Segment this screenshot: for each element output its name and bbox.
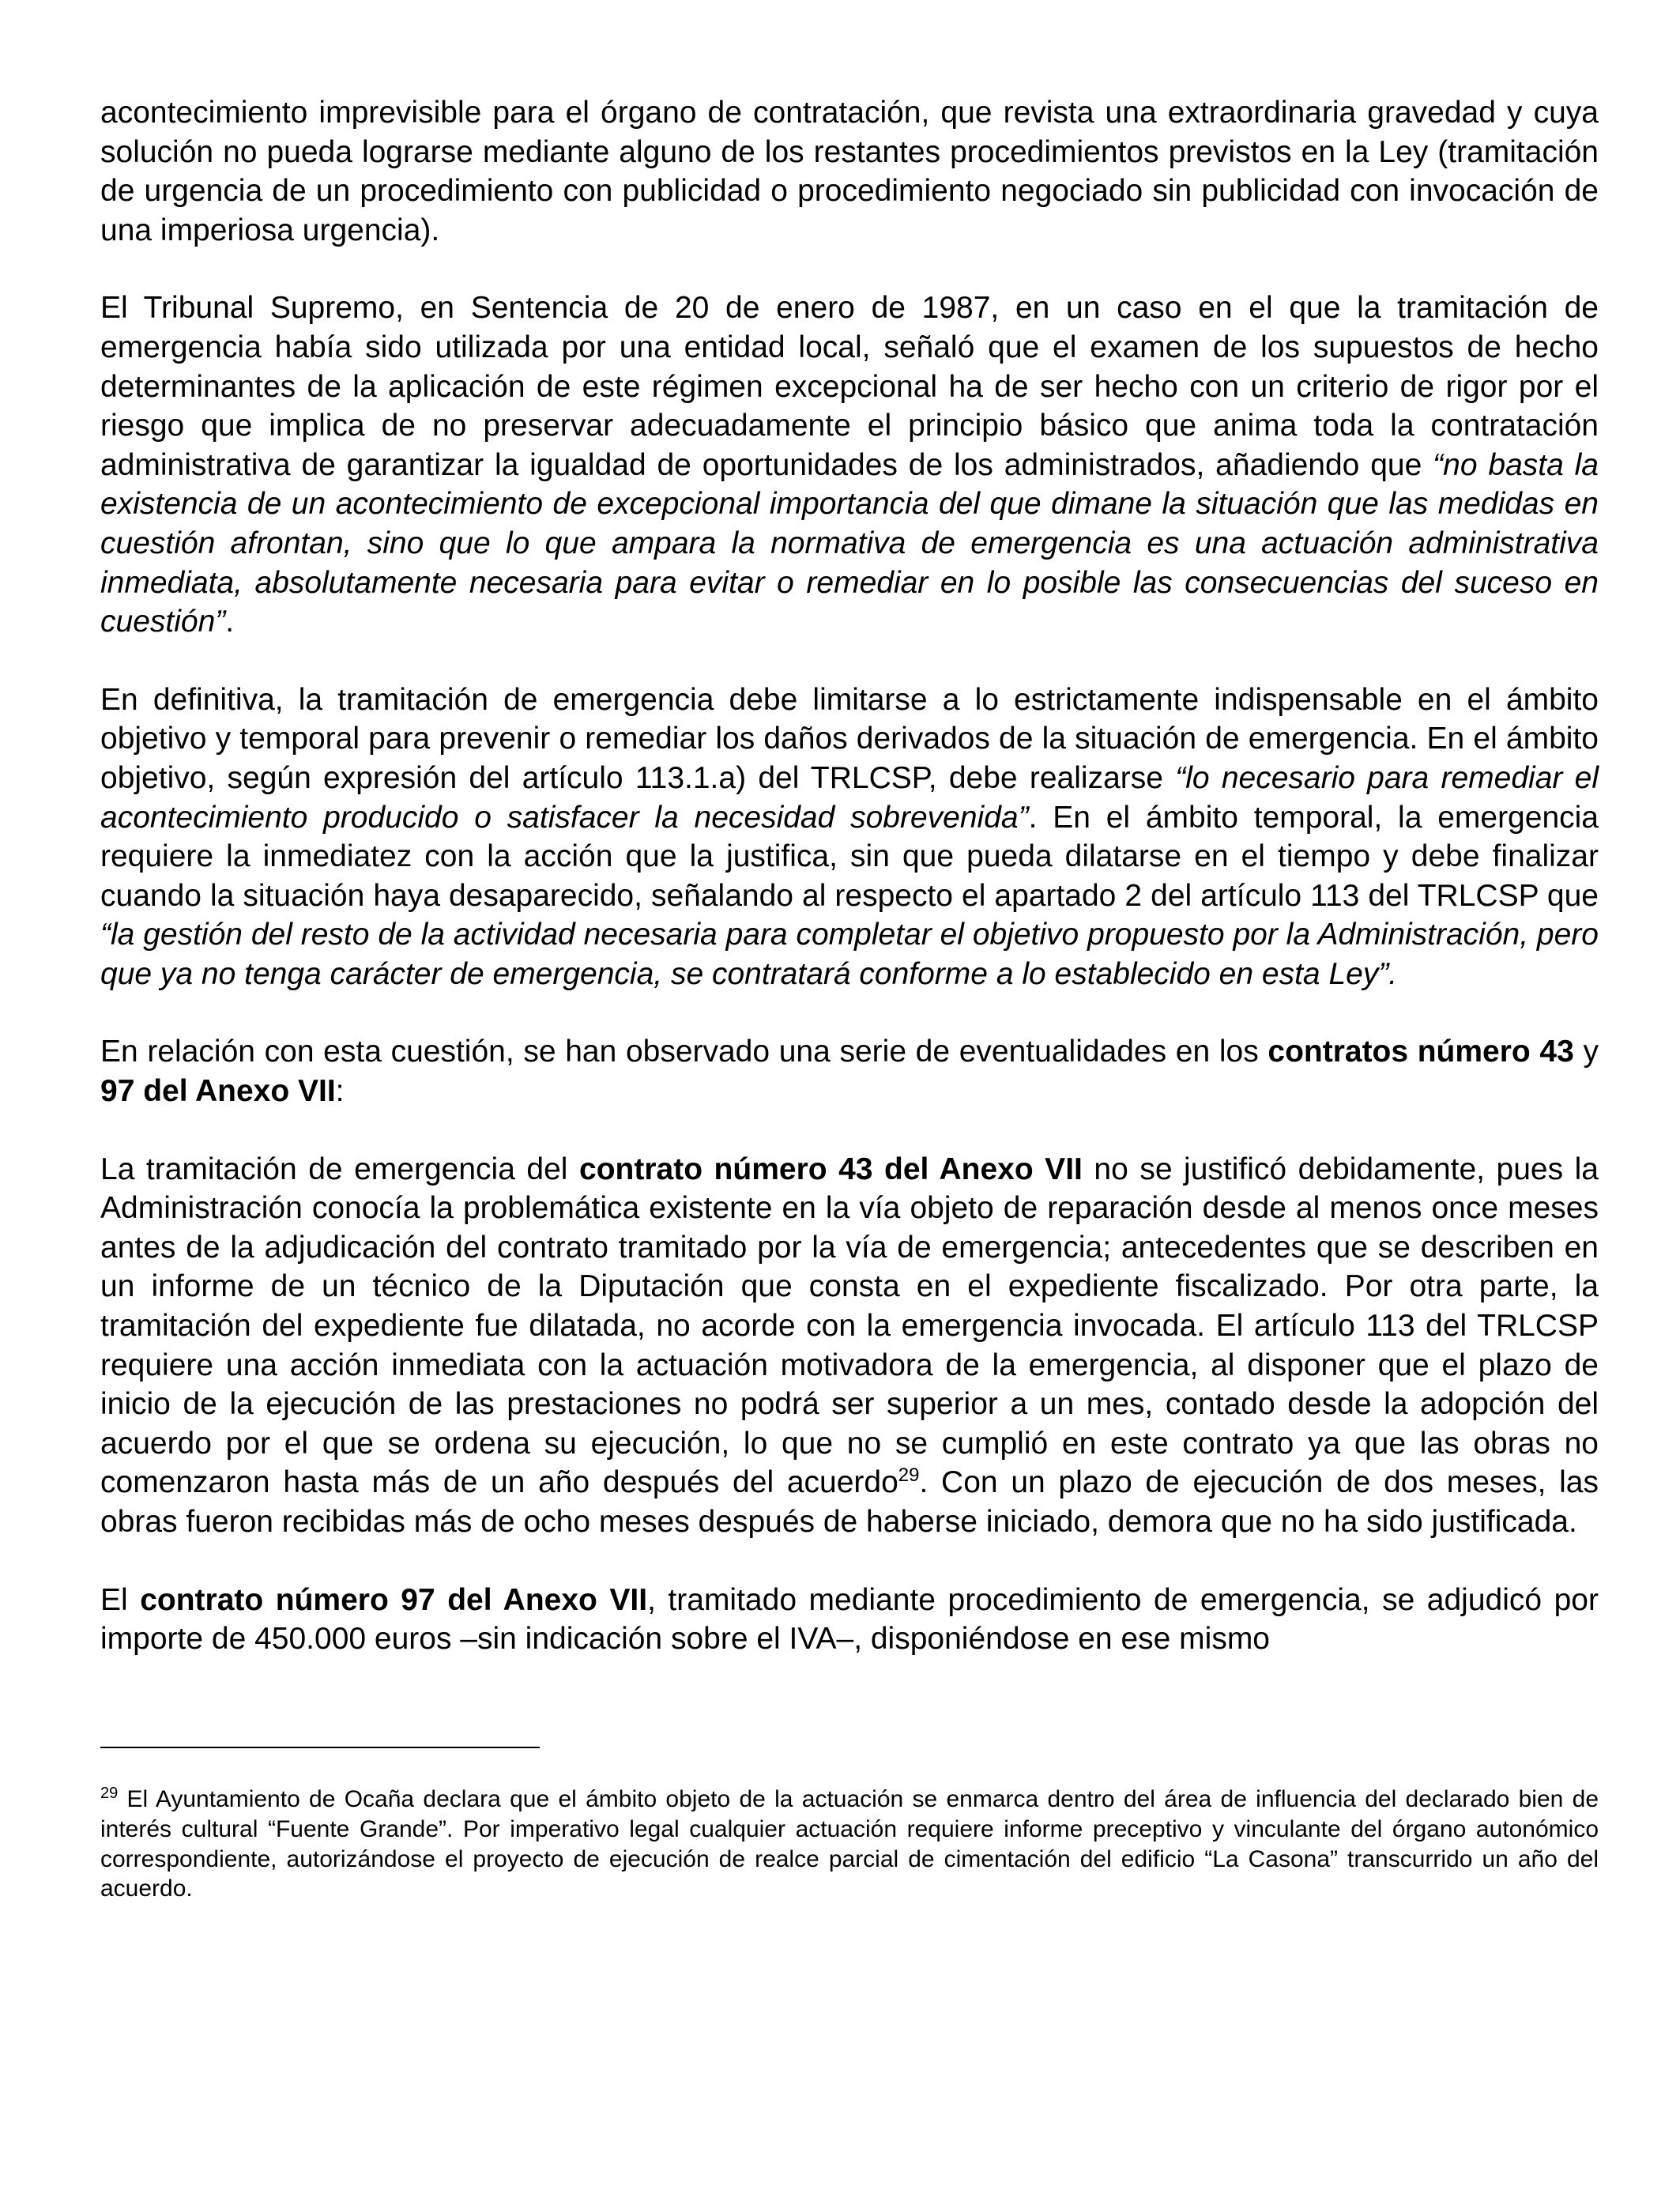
- footnote-text: El Ayuntamiento de Ocaña declara que el ámbito objeto de la actuación se enmarca dentro del área de influencia del declarado bien de interés cultural “Fuente Grande”. Por imperativo legal cualquier actuación requiere informe preceptivo y vinculante del órgano autonómico correspondiente, autorizándose el proyecto de ejecución de realce parcial de cimentación del edificio “La Casona” transcurrido un año del acuerdo.: [100, 1786, 1599, 1902]
- paragraph-4-text-3: :: [335, 1074, 345, 1109]
- article-113-1-quote: “lo necesario para remediar el acontecimiento producido o satisfacer la necesidad sobrevenida”: [100, 760, 1599, 835]
- paragraph-3-text-2: . En el ámbito temporal, la emergencia requiere la inmediatez con la acción que la justifica, sin que pueda dilatarse en el tiempo y debe finalizar cuando la situación haya desaparecido, señalando al respecto el apartado 2 del artículo 113 del TRLCSP que: [100, 800, 1599, 913]
- footnote: [100, 1785, 1599, 1904]
- paragraph-6: [100, 1581, 1599, 1659]
- contracts-43-ref: contratos número 43: [1268, 1035, 1574, 1069]
- paragraph-2: [100, 288, 1599, 641]
- paragraph-4: [100, 1032, 1599, 1110]
- paragraph-5-text-1: La tramitación de emergencia del: [100, 1152, 580, 1186]
- paragraph-4-text-1: En relación con esta cuestión, se han observado una serie de eventualidades en los: [100, 1035, 1268, 1069]
- paragraph-5-text-3: . Con un plazo de ejecución de dos meses, las obras fueron recibidas más de ocho meses después de haberse iniciado, demora que no ha sido justificada.: [100, 1465, 1599, 1539]
- paragraph-2-text: El Tribunal Supremo, en Sentencia de 20 de enero de 1987, en un caso en el que la tramitación de emergencia había sido utilizada por una entidad local, señaló que el examen de los supuestos de hecho determinantes de la aplicación de este régimen excepcional ha de ser hecho con un criterio de rigor por el riesgo que implica de no preservar adecuadamente el principio básico que anima toda la contratación administrativa de garantizar la igualdad de oportunidades de los administrados, añadiendo que: [100, 291, 1599, 482]
- paragraph-2-end: .: [225, 605, 235, 639]
- paragraph-5-text-2: no se justificó debidamente, pues la Administración conocía la problemática existente en la vía objeto de reparación desde al menos once meses antes de la adjudicación del contrato tramitado por la vía de emergencia; antecedentes que se describen en un informe de un técnico de la Diputación que consta en el expediente fiscalizado. Por otra parte, la tramitación del expediente fue dilatada, no acorde con la emergencia invocada. El artículo 113 del TRLCSP requiere una acción inmediata con la actuación motivadora de la emergencia, al disponer que el plazo de inicio de la ejecución de las prestaciones no podrá ser superior a un mes, contado desde la adopción del acuerdo por el que se ordena su ejecución, lo que no se cumplió en este contrato ya que las obras no comenzaron hasta más de un año después del acuerdo: [100, 1152, 1599, 1500]
- paragraph-3-text-1: En definitiva, la tramitación de emergencia debe limitarse a lo estrictamente indispensable en el ámbito objetivo y temporal para prevenir o remediar los daños derivados de la situación de emergencia. En el ámbito objetivo, según expresión del artículo 113.1.a) del TRLCSP, debe realizarse: [100, 682, 1599, 795]
- paragraph-4-text-2: y: [1573, 1035, 1599, 1069]
- paragraph-3: [100, 680, 1599, 994]
- footnote-separator: [100, 1747, 540, 1748]
- footnote-reference[interactable]: 29: [898, 1465, 920, 1487]
- contracts-97-ref: 97 del Anexo VII: [100, 1074, 336, 1109]
- paragraph-5: [100, 1150, 1599, 1542]
- contract-97-ref: contrato número 97 del Anexo VII: [140, 1582, 648, 1617]
- paragraph-6-text-1: El: [100, 1582, 141, 1617]
- article-113-2-quote: “la gestión del resto de la actividad necesaria para completar el objetivo propuesto por la Administración, pero que ya no tenga carácter de emergencia, se contratará conforme a lo establecido en esta Ley”.: [100, 918, 1599, 991]
- document-body: [100, 93, 1599, 1698]
- paragraph-1: [100, 93, 1599, 250]
- paragraph-6-text-2: , tramitado mediante procedimiento de emergencia, se adjudicó por importe de 450.000 euros –sin indicación sobre el IVA–, disponiéndose en ese mismo: [100, 1582, 1599, 1657]
- contract-43-ref: contrato número 43 del Anexo VII: [579, 1152, 1083, 1186]
- supreme-court-quote: “no basta la existencia de un acontecimiento de excepcional importancia del que dimane la situación que las medidas en cuestión afrontan, sino que lo que ampara la normativa de emergencia es una actuación administrativa inmediata, absolutamente necesaria para evitar o remediar en lo posible las consecuencias del suceso en cuestión”: [100, 447, 1599, 639]
- footnote-number: 29: [100, 1785, 119, 1802]
- paragraph-1-text: acontecimiento imprevisible para el órgano de contratación, que revista una extraordinaria gravedad y cuya solución no pueda lograrse mediante alguno de los restantes procedimientos previstos en la Ley (tramitación de urgencia de un procedimiento con publicidad o procedimiento negociado sin publicidad con invocación de una imperiosa urgencia).: [100, 96, 1599, 247]
